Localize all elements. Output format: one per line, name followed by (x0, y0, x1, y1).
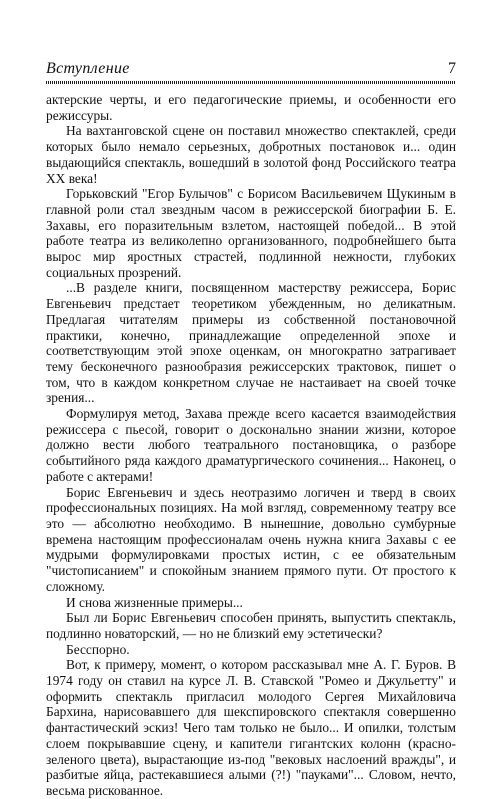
running-header (46, 60, 456, 80)
page-number: 7 (448, 60, 456, 77)
paragraph: Горьковский "Егор Булычов" с Борисом Васильевичем Щукиным в главной роли стал звездным часом в режиссерской биографии Б. Е. Захавы, его поразительным взлетом, настоящей победой... В этой работе театра из великолепно организованного, подробнейшего быта вырос мир яростных страстей, подлинной нежности, глубоких социальных прозрений. (46, 186, 456, 280)
header-rule (46, 81, 456, 84)
paragraph: Формулируя метод, Захава прежде всего касается взаимодействия режиссера с пьесой, говорит о досконально знании жизни, которое должно вести любого театрального постановщика, о разборе событийного ряда каждого драматургического сочинения... Наконец, о работе с актерами! (46, 406, 456, 484)
paragraph: Был ли Борис Евгеньевич способен принять, выпустить спектакль, подлинно новаторский, — но не близкий ему эстетически? (46, 610, 456, 641)
paragraph: Вот, к примеру, момент, о котором рассказывал мне А. Г. Буров. В 1974 году он ставил на курсе Л. В. Ставской "Ромео и Джульетту" и оформить спектакль пригласил молодого Сергея Михайловича Бархина, нарисовавшего для шекспировского спектакля совершенно фантастический эскиз! Чего там только не было... И опилки, толстым слоем покрывавшие сцену, и капители гигантских колонн (красно-зеленого цвета), вырастающие из-под "вековых наслоений вражды", и разбитые яйца, растекавшиеся алыми (?!) "пауками"... Словом, нечто, весьма рискованное. (46, 657, 456, 798)
paragraph: актерские черты, и его педагогические приемы, и особенности его режиссуры. (46, 92, 456, 123)
paragraph: И снова жизненные примеры... (66, 594, 243, 610)
paragraph: На вахтанговской сцене он поставил множество спектаклей, среди которых было немало серьезных, добротных постановок и... один выдающийся спектакль, вошедший в золотой фонд Российского театра XX века! (46, 123, 456, 186)
paragraph: ...В разделе книги, посвященном мастерству режиссера, Борис Евгеньевич предстает теоретиком убежденным, но деликатным. Предлагая читателям примеры из собственной постановочной практики, конечно, принадлежащие определенной эпохе и соответствующим этой эпохе оценкам, он многократно затрагивает тему бесконечного разнообразия режиссерских трактовок, пишет о том, что в каждом конкретном случае не настаивает на своей точке зрения... (46, 280, 456, 406)
paragraph: Борис Евгеньевич и здесь неотразимо логичен и тверд в своих профессиональных позициях. На мой взгляд, современному театру все это — абсолютно необходимо. В нынешние, довольно сумбурные времена настоящим профессионалам очень нужна книга Захавы с ее мудрыми формулировками простых истин, с ее обязательным "чистописанием" и спокойным знанием прямого пути. От простого к сложному. (46, 484, 456, 594)
paragraph: Бесспорно. (66, 641, 130, 657)
section-title: Вступление (46, 60, 130, 77)
body-text (46, 92, 456, 799)
